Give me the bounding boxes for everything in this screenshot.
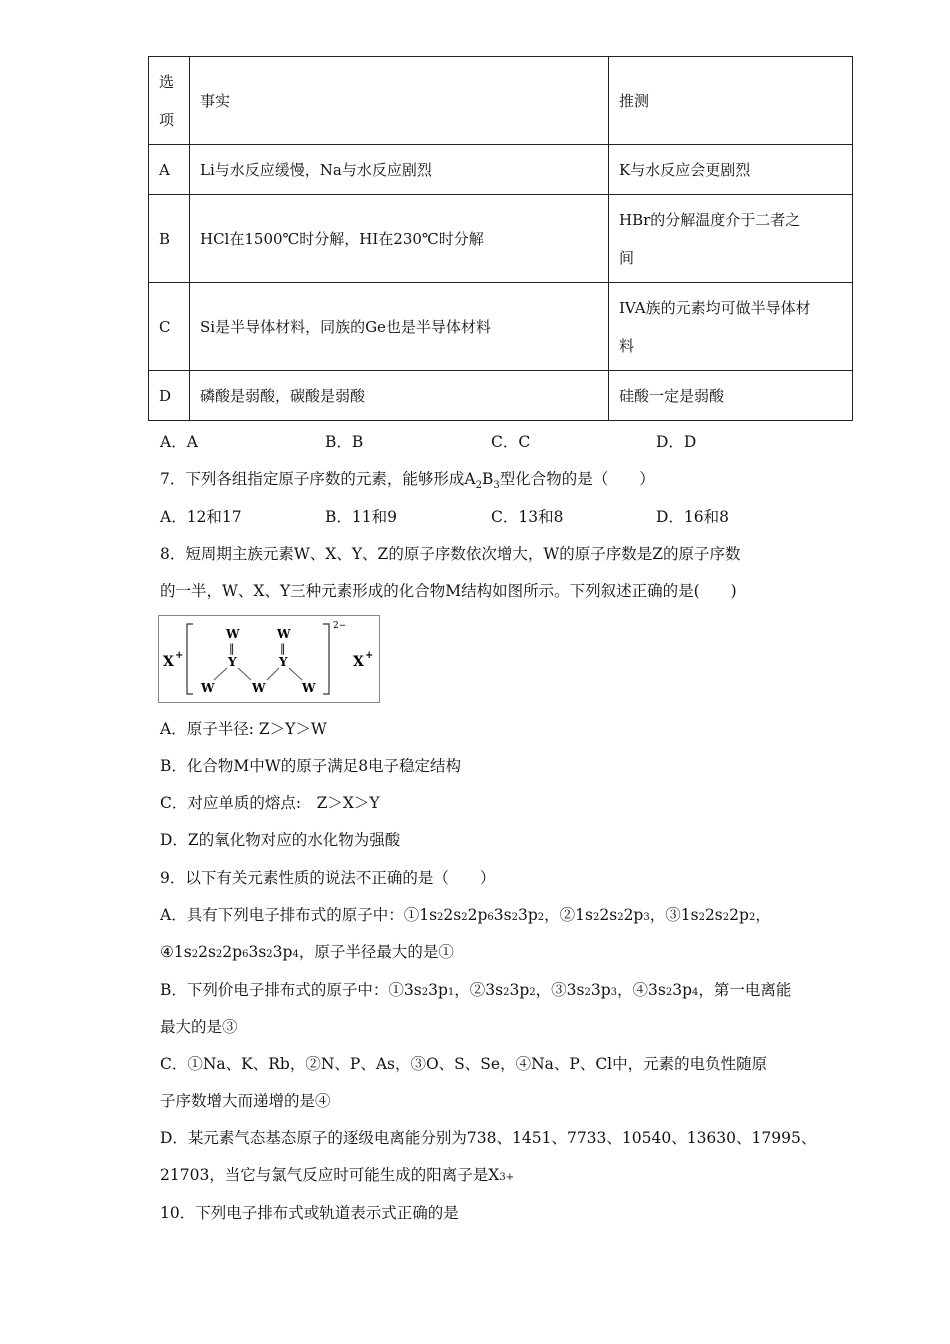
q7-sub-a: 2	[475, 480, 482, 492]
config-exponent: 6	[242, 949, 249, 960]
config-orbital: ④1s	[160, 943, 192, 961]
q8-option-b[interactable]: B．化合物M中W的原子满足8电子稳定结构	[160, 757, 462, 775]
config-exponent: 2	[421, 987, 429, 998]
config-orbital: 2p	[623, 906, 644, 924]
right-bracket	[323, 624, 329, 694]
config-orbital: 2s	[198, 943, 216, 961]
row-inference	[609, 371, 853, 421]
atom-w-top-left: W	[226, 627, 240, 641]
q7-sub-b: 3	[493, 480, 500, 492]
header-option-bottom: 项	[159, 110, 175, 129]
q9-option-c-line1[interactable]: C．①Na、K、Rb，②N、P、As，③O、S、Se，④Na、P、Cl中，元素的电负性随原	[160, 1055, 768, 1073]
config-exponent: 2	[592, 912, 600, 923]
row-option: B	[149, 195, 190, 283]
config-exponent: 2	[191, 949, 199, 960]
atom-y-right: Y	[279, 655, 288, 669]
row-option: A	[149, 145, 190, 195]
q7-option-b[interactable]: B．11和9	[325, 508, 397, 526]
config-orbital: ，②3s	[454, 981, 504, 999]
q8-stem-line1: 8．短周期主族元素W、X、Y、Z的原子序数依次增大，W的原子序数是Z的原子序数	[160, 545, 741, 563]
bond-2	[238, 668, 251, 680]
config-orbital: ①3s	[388, 981, 422, 999]
q8-option-c[interactable]: C．对应单质的熔点: Z＞X＞Y	[160, 794, 380, 812]
row-inference-line1: HBr的分解温度介于二者之	[619, 210, 801, 229]
q6-option-d[interactable]: D．D	[656, 433, 697, 451]
q9-option-c-line2: 子序数增大而递增的是④	[160, 1092, 331, 1110]
row-inference-line1: IVA族的元素均可做半导体材	[619, 298, 811, 317]
q6-option-b[interactable]: B．B	[325, 433, 364, 451]
q10-stem: 10．下列电子排布式或轨道表示式正确的是	[160, 1204, 459, 1222]
cation-left-charge: +	[175, 650, 184, 661]
atom-w-top-right: W	[277, 627, 291, 641]
config-exponent: 2	[665, 987, 673, 998]
config-orbital: 3s	[493, 906, 512, 924]
config-exponent: 2	[584, 987, 591, 998]
row-option: C	[149, 283, 190, 371]
q9-d-line2-pre: 21703，当它与氯气反应时可能生成的阳离子是X	[160, 1166, 500, 1184]
config-exponent: 2	[266, 949, 273, 960]
config-orbital: ，③3s	[535, 981, 585, 999]
cation-left: X	[163, 654, 174, 670]
structure-svg	[159, 616, 379, 702]
config-orbital: 2s	[599, 906, 618, 924]
row-inference	[609, 283, 853, 371]
q7-option-a[interactable]: A．12和17	[160, 508, 242, 526]
atom-y-left: Y	[228, 655, 237, 669]
cation-right: X	[353, 654, 364, 670]
config-orbital: ，③1s	[649, 906, 699, 924]
q7-stem	[160, 469, 655, 496]
config-orbital: ，④3s	[617, 981, 666, 999]
row-inference-line2: 料	[619, 336, 635, 355]
config-exponent: 2	[511, 912, 518, 923]
config-exponent: 2	[437, 912, 444, 923]
bond-4	[289, 668, 302, 680]
config-exponent: 1	[447, 987, 455, 998]
table-header-row	[149, 57, 853, 145]
config-orbital: 2s	[704, 906, 723, 924]
config-exponent: 4	[692, 987, 699, 998]
row-inference-text: K与水反应会更剧烈	[619, 160, 751, 179]
config-orbital: ，第一电离能	[698, 981, 792, 999]
header-option-cell	[149, 57, 190, 145]
config-exponent: 2	[215, 949, 223, 960]
config-exponent: 6	[487, 912, 494, 923]
double-bond-left: ‖	[229, 642, 235, 655]
q6-option-a[interactable]: A．A	[160, 433, 198, 451]
config-orbital: 3p	[428, 981, 448, 999]
header-fact-cell: 事实	[190, 57, 609, 145]
config-orbital: 3p	[672, 981, 693, 999]
q9-option-d-line2	[160, 1165, 514, 1188]
header-inference-cell: 推测	[609, 57, 853, 145]
bond-1	[214, 668, 227, 680]
row-option: D	[149, 371, 190, 421]
q8-stem-line2: 的一半，W、X、Y三种元素形成的化合物M结构如图所示。下列叙述正确的是( )	[160, 582, 737, 600]
config-exponent: 2	[617, 912, 624, 923]
config-exponent: 2	[698, 912, 705, 923]
config-orbital: 2p	[729, 906, 749, 924]
q9-option-b-line1[interactable]	[160, 980, 791, 1003]
config-exponent: 2	[748, 912, 756, 923]
config-exponent: 3	[643, 912, 650, 923]
q8-option-a[interactable]: A．原子半径: Z＞Y＞W	[160, 720, 327, 738]
config-orbital: ，②1s	[544, 906, 593, 924]
config-orbital: ，	[755, 906, 771, 924]
row-inference-text: 硅酸一定是弱酸	[619, 386, 725, 405]
row-inference	[609, 145, 853, 195]
q9-option-a-line2	[160, 942, 454, 965]
q9-option-b-line2: 最大的是③	[160, 1018, 238, 1036]
q9-b-label: B．下列价电子排布式的原子中：	[160, 981, 389, 999]
row-fact: 磷酸是弱酸，碳酸是弱酸	[190, 371, 609, 421]
q7-stem-pre: 7．下列各组指定原子序数的元素，能够形成A	[160, 470, 476, 488]
q9-a-config-2	[160, 943, 454, 961]
left-bracket	[187, 624, 193, 694]
atom-w-bottom-1: W	[201, 681, 215, 695]
atom-w-bottom-2: W	[252, 681, 266, 695]
row-fact: Si是半导体材料，同族的Ge也是半导体材料	[190, 283, 609, 371]
config-exponent: 4	[292, 949, 299, 960]
bond-3	[267, 668, 279, 680]
q7-mid: B	[481, 470, 494, 488]
row-inference-line2: 间	[619, 248, 635, 267]
q8-option-d[interactable]: D．Z的氧化物对应的水化物为强酸	[160, 831, 401, 849]
config-exponent: 3	[610, 987, 618, 998]
config-orbital: 3p	[509, 981, 530, 999]
q7-option-c[interactable]: C．13和8	[491, 508, 564, 526]
q7-stem-post: 型化合物的是（ ）	[499, 470, 655, 488]
config-orbital: 2p	[222, 943, 243, 961]
q6-option-c[interactable]: C．C	[491, 433, 531, 451]
row-inference	[609, 195, 853, 283]
config-orbital: 3p	[272, 943, 293, 961]
config-exponent: 2	[529, 987, 536, 998]
cation-right-charge: +	[365, 650, 374, 661]
q9-b-config-1	[388, 981, 791, 999]
structure-figure	[158, 615, 380, 703]
q9-a-config-1	[404, 906, 771, 924]
row-fact: Li与水反应缓慢，Na与水反应剧烈	[190, 145, 609, 195]
anion-charge: 2−	[333, 621, 347, 631]
double-bond-right: ‖	[280, 642, 286, 655]
config-exponent: 2	[722, 912, 730, 923]
config-exponent: 2	[461, 912, 468, 923]
q9-option-d-line1[interactable]: D．某元素气态基态原子的逐级电离能分别为738、1451、7733、10540、13630、17995、	[160, 1129, 817, 1147]
header-option-top: 选	[159, 72, 175, 91]
q9-stem: 9．以下有关元素性质的说法不正确的是（ ）	[160, 869, 496, 887]
q9-option-a-line1[interactable]	[160, 905, 771, 928]
table-row	[149, 283, 853, 371]
config-orbital: 2p	[467, 906, 488, 924]
config-exponent: 2	[537, 912, 545, 923]
q9-a-label: A．具有下列电子排布式的原子中：	[160, 906, 404, 924]
config-orbital: 3p	[517, 906, 538, 924]
table-row	[149, 145, 853, 195]
q9-d-line2-charge: 3+	[499, 1172, 515, 1183]
table-row	[149, 195, 853, 283]
row-fact: HCl在1500℃时分解，HⅠ在230℃时分解	[190, 195, 609, 283]
atom-w-bottom-3: W	[302, 681, 316, 695]
config-exponent: 2	[503, 987, 510, 998]
config-orbital: 3s	[248, 943, 267, 961]
facts-table	[148, 56, 853, 421]
config-orbital: ①1s	[403, 906, 438, 924]
q7-option-d[interactable]: D．16和8	[656, 508, 730, 526]
table-row	[149, 371, 853, 421]
config-orbital: 2s	[443, 906, 462, 924]
config-orbital: 3p	[590, 981, 611, 999]
config-orbital: ，原子半径最大的是①	[298, 943, 454, 961]
